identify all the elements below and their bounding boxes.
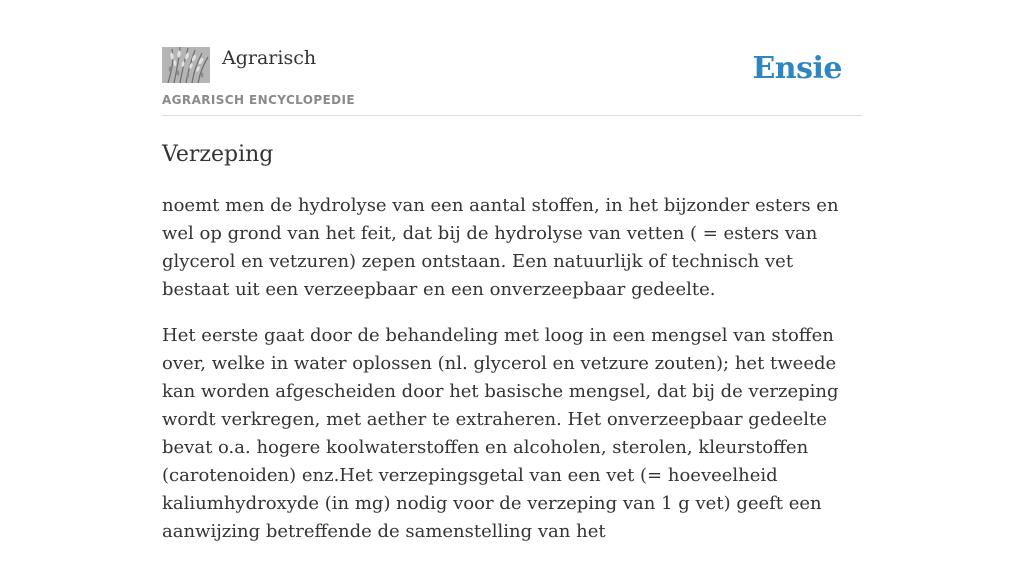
article-body <box>162 192 862 564</box>
article-paragraph: Het eerste gaat door de behandeling met loog in een mengsel van stoffen over, welke in water oplossen (nl. glycerol en vetzure zouten); het tweede kan worden afgescheiden door het basische mengsel, dat bij de verzeping wordt verkregen, met aether te extraheren. Het onverzeepbaar gedeelte bevat o.a. hogere koolwaterstoffen en alcoholen, sterolen, kleurstoffen (carotenoiden) enz.Het verzepingsgetal van een vet (= hoeveelheid kaliumhydroxyde (in mg) nodig voor de verzeping van 1 g vet) geeft een aanwijzing betreffende de samenstelling van het <box>162 325 839 542</box>
article-paragraph: noemt men de hydrolyse van een aantal stoffen, in het bijzonder esters en wel op grond van het feit, dat bij de hydrolyse van vetten ( = esters van glycerol en vetzuren) zepen ontstaan. Een natuurlijk of technisch vet bestaat uit een verzeepbaar en een onverzeepbaar gedeelte. <box>162 195 839 300</box>
publication-subtitle: AGRARISCH ENCYCLOPEDIE <box>162 93 355 107</box>
site-header <box>162 46 862 116</box>
wheat-logo-icon[interactable] <box>162 47 210 83</box>
ensie-logo-link[interactable]: Ensie <box>752 51 842 86</box>
article-title: Verzeping <box>162 142 274 167</box>
publication-title[interactable]: Agrarisch <box>222 47 317 69</box>
